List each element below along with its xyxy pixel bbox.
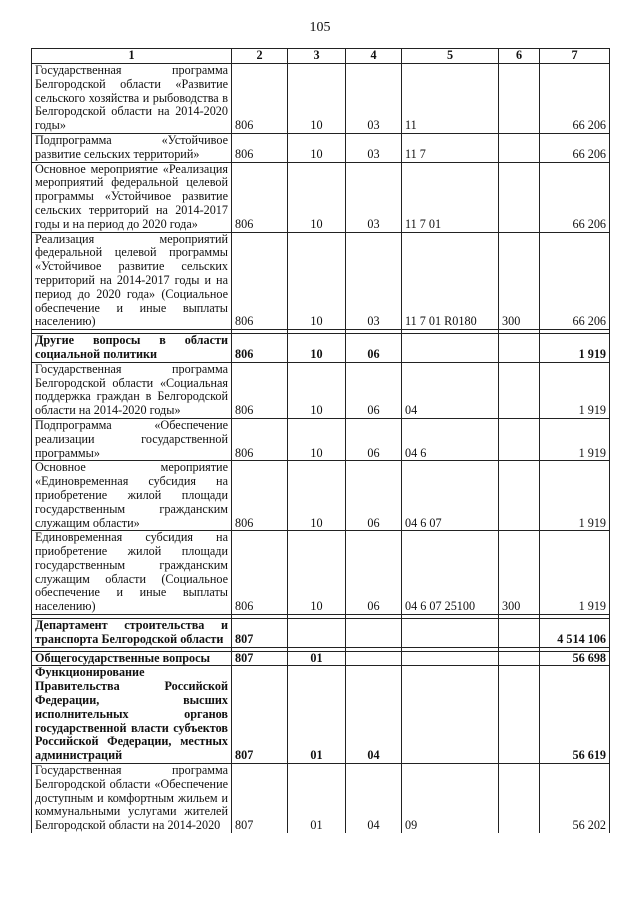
column-header: 2 <box>232 49 288 64</box>
row-code-section: 10 <box>288 362 346 418</box>
column-header: 6 <box>499 49 540 64</box>
table-row <box>32 531 610 615</box>
row-code-ministry: 807 <box>232 764 288 833</box>
row-code-section: 10 <box>288 334 346 363</box>
row-code-expense-type: 300 <box>499 232 540 330</box>
row-name: Государственная программа Белгородской области «Обеспечение доступным и комфортным жильем и коммунальными услугами жителей Белгородской области на 2014-2020 <box>32 764 232 833</box>
row-code-subsection: 03 <box>346 133 402 162</box>
row-code-expense-type <box>499 651 540 666</box>
row-code-subsection: 03 <box>346 232 402 330</box>
row-code-section: 10 <box>288 64 346 134</box>
row-code-subsection: 03 <box>346 64 402 134</box>
row-amount: 66 206 <box>540 232 610 330</box>
row-code-section <box>288 619 346 648</box>
row-code-target <box>402 334 499 363</box>
row-code-section: 01 <box>288 666 346 764</box>
table-row <box>32 362 610 418</box>
row-code-ministry: 806 <box>232 64 288 134</box>
row-amount: 66 206 <box>540 162 610 232</box>
column-header: 7 <box>540 49 610 64</box>
table-row <box>32 133 610 162</box>
row-code-target: 04 6 07 25100 <box>402 531 499 615</box>
column-header: 3 <box>288 49 346 64</box>
row-name: Подпрограмма «Устойчивое развитие сельских территорий» <box>32 133 232 162</box>
row-code-section: 01 <box>288 651 346 666</box>
column-header: 1 <box>32 49 232 64</box>
budget-table <box>31 48 610 833</box>
row-code-expense-type <box>499 162 540 232</box>
row-code-ministry: 807 <box>232 651 288 666</box>
row-name: Другие вопросы в области социальной политики <box>32 334 232 363</box>
row-code-target <box>402 666 499 764</box>
page-number: 105 <box>309 20 331 35</box>
row-code-subsection <box>346 619 402 648</box>
row-code-subsection: 06 <box>346 334 402 363</box>
row-code-section: 10 <box>288 461 346 531</box>
row-code-expense-type <box>499 418 540 460</box>
table-row <box>32 162 610 232</box>
row-name: Основное мероприятие «Реализация мероприятий федеральной целевой программы «Устойчивое развитие сельских территорий на 2014-2017 годы и на период до 2020 года» <box>32 162 232 232</box>
row-amount: 56 202 <box>540 764 610 833</box>
column-header: 4 <box>346 49 402 64</box>
row-name: Единовременная субсидия на приобретение жилой площади государственным гражданским служащим области (Социальное обеспечение и иные выплаты населению) <box>32 531 232 615</box>
row-code-target: 09 <box>402 764 499 833</box>
row-code-section: 10 <box>288 162 346 232</box>
row-code-expense-type <box>499 619 540 648</box>
row-code-subsection: 06 <box>346 531 402 615</box>
row-code-target: 11 7 <box>402 133 499 162</box>
row-name: Государственная программа Белгородской области «Социальная поддержка граждан в Белгородской области на 2014-2020 годы» <box>32 362 232 418</box>
row-code-ministry: 807 <box>232 619 288 648</box>
table-row <box>32 334 610 363</box>
table-body <box>32 64 610 834</box>
row-amount: 1 919 <box>540 334 610 363</box>
row-code-ministry: 806 <box>232 531 288 615</box>
row-name: Общегосударственные вопросы <box>32 651 232 666</box>
row-code-subsection: 04 <box>346 666 402 764</box>
row-name: Основное мероприятие «Единовременная субсидия на приобретение жилой площади государственным гражданским служащим области» <box>32 461 232 531</box>
row-code-target: 11 <box>402 64 499 134</box>
row-code-expense-type <box>499 764 540 833</box>
row-code-target <box>402 619 499 648</box>
row-code-subsection: 06 <box>346 362 402 418</box>
row-code-ministry: 806 <box>232 334 288 363</box>
row-code-ministry: 806 <box>232 362 288 418</box>
row-code-target <box>402 651 499 666</box>
row-name: Функционирование Правительства Российской Федерации, высших исполнительных органов государственной власти субъектов Российской Федерации, местных администраций <box>32 666 232 764</box>
row-code-section: 10 <box>288 133 346 162</box>
row-amount: 1 919 <box>540 531 610 615</box>
row-name: Подпрограмма «Обеспечение реализации государственной программы» <box>32 418 232 460</box>
row-code-section: 10 <box>288 531 346 615</box>
row-name: Государственная программа Белгородской области «Развитие сельского хозяйства и рыбоводства в Белгородской области на 2014-2020 годы» <box>32 64 232 134</box>
row-code-subsection <box>346 651 402 666</box>
row-code-expense-type <box>499 666 540 764</box>
table-row <box>32 418 610 460</box>
row-code-subsection: 06 <box>346 461 402 531</box>
row-code-expense-type <box>499 334 540 363</box>
row-code-ministry: 806 <box>232 162 288 232</box>
row-code-target: 04 6 07 <box>402 461 499 531</box>
row-code-ministry: 806 <box>232 232 288 330</box>
row-code-section: 10 <box>288 418 346 460</box>
row-code-ministry: 806 <box>232 461 288 531</box>
row-code-expense-type <box>499 64 540 134</box>
row-code-subsection: 04 <box>346 764 402 833</box>
row-code-ministry: 807 <box>232 666 288 764</box>
row-code-expense-type: 300 <box>499 531 540 615</box>
row-code-expense-type <box>499 133 540 162</box>
row-amount: 1 919 <box>540 418 610 460</box>
table-row <box>32 461 610 531</box>
row-code-section: 10 <box>288 232 346 330</box>
row-amount: 66 206 <box>540 64 610 134</box>
row-code-ministry: 806 <box>232 133 288 162</box>
table-row <box>32 666 610 764</box>
column-header: 5 <box>402 49 499 64</box>
row-code-ministry: 806 <box>232 418 288 460</box>
row-code-subsection: 06 <box>346 418 402 460</box>
row-amount: 66 206 <box>540 133 610 162</box>
row-amount: 4 514 106 <box>540 619 610 648</box>
table-header-row <box>32 49 610 64</box>
row-amount: 1 919 <box>540 461 610 531</box>
table-row <box>32 651 610 666</box>
row-code-expense-type <box>499 362 540 418</box>
row-code-expense-type <box>499 461 540 531</box>
row-code-target: 11 7 01 <box>402 162 499 232</box>
table-row <box>32 64 610 134</box>
table-row <box>32 764 610 833</box>
row-code-section: 01 <box>288 764 346 833</box>
row-amount: 1 919 <box>540 362 610 418</box>
row-name: Департамент строительства и транспорта Белгородской области <box>32 619 232 648</box>
row-code-target: 04 6 <box>402 418 499 460</box>
row-code-subsection: 03 <box>346 162 402 232</box>
row-name: Реализация мероприятий федеральной целевой программы «Устойчивое развитие сельских территорий на 2014-2017 годы и на период до 2020 года» (Социальное обеспечение и иные выплаты населению) <box>32 232 232 330</box>
row-amount: 56 619 <box>540 666 610 764</box>
table-row <box>32 619 610 648</box>
row-amount: 56 698 <box>540 651 610 666</box>
table-row <box>32 232 610 330</box>
row-code-target: 11 7 01 R0180 <box>402 232 499 330</box>
row-code-target: 04 <box>402 362 499 418</box>
